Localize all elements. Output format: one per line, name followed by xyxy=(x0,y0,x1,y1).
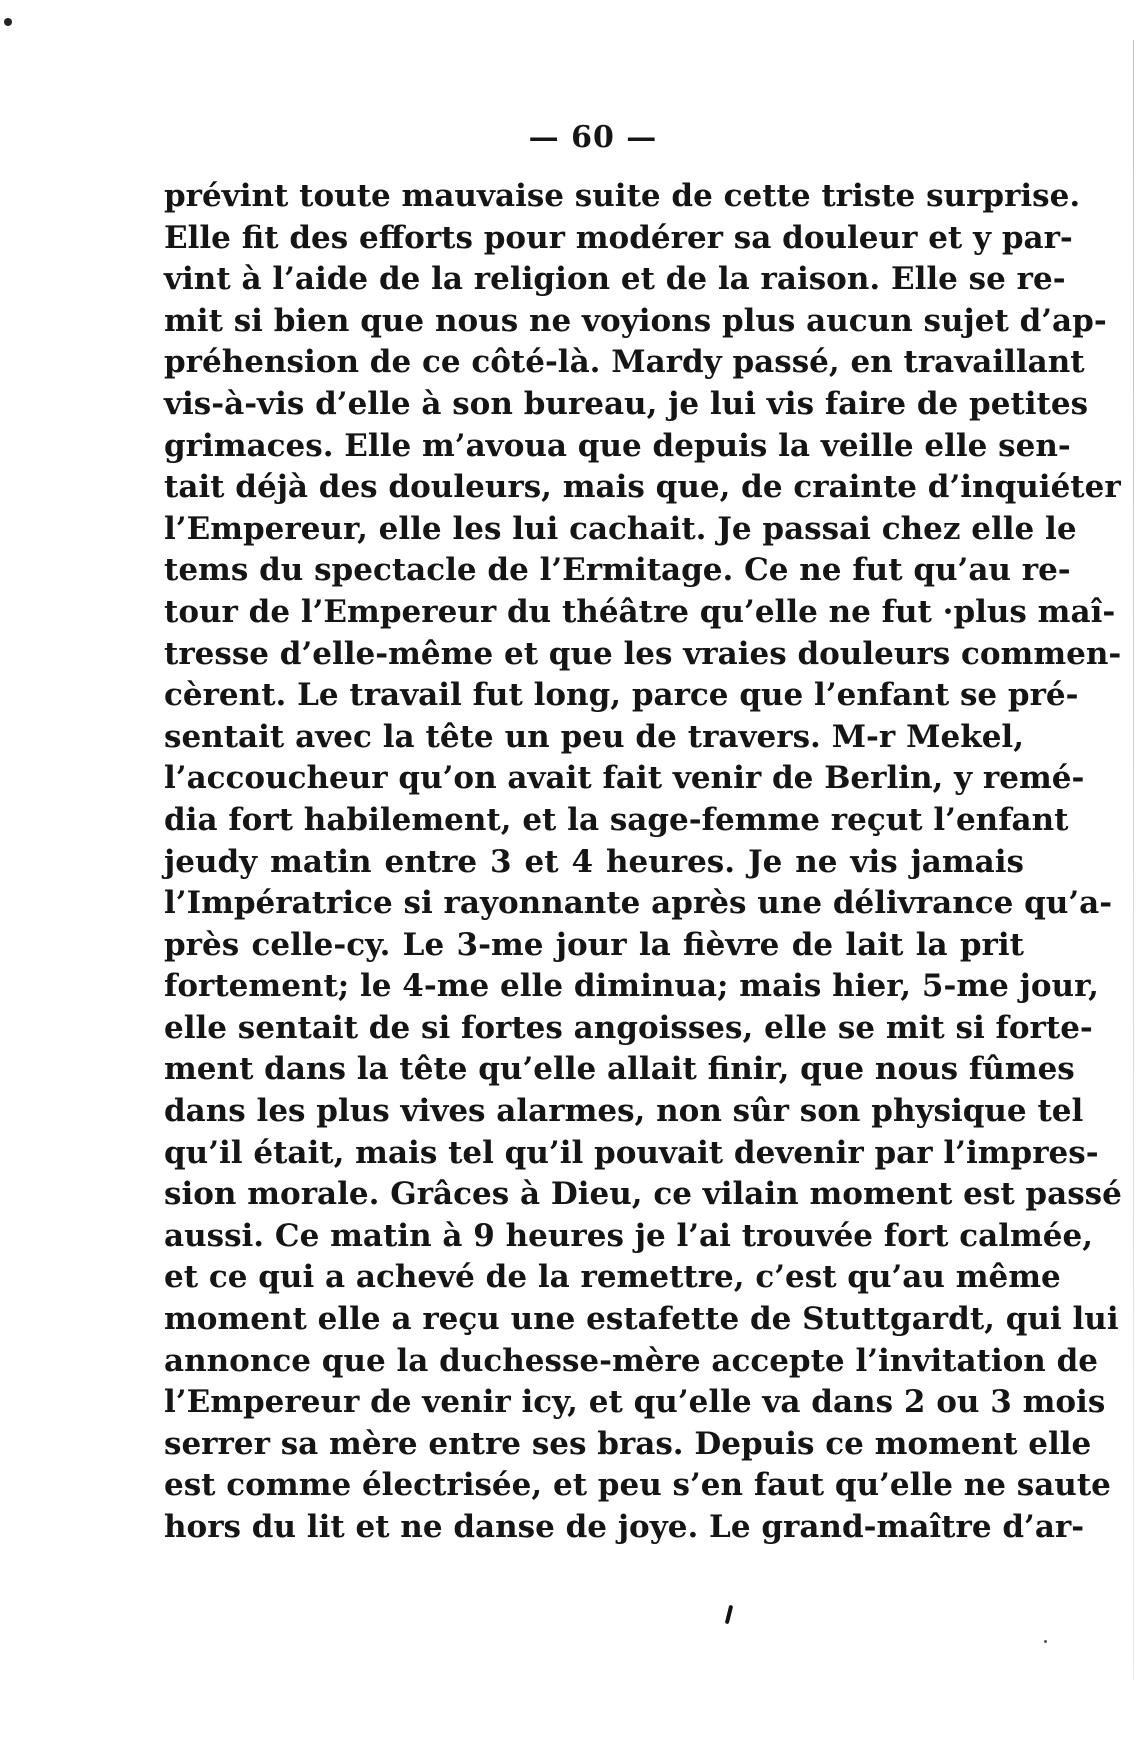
text-line: vint à l’aide de la religion et de la raison. Elle se re- xyxy=(164,261,1066,298)
text-line: tresse d’elle-même et que les vraies douleurs commen- xyxy=(164,635,1122,672)
text-line: tait déjà des douleurs, mais que, de crainte d’inquiéter xyxy=(164,469,1121,506)
text-line: elle sentait de si fortes angoisses, elle se mit si forte- xyxy=(164,1009,1093,1046)
text-line: hors du lit et ne danse de joye. Le grand-maître d’ar- xyxy=(164,1509,1085,1545)
text-line: grimaces. Elle m’avoua que depuis la veille elle sen- xyxy=(164,427,1071,464)
text-line: dans les plus vives alarmes, non sûr son physique tel xyxy=(164,1093,1084,1130)
text-line: jeudy matin entre 3 et 4 heures. Je ne vis jamais xyxy=(164,843,1024,880)
text-line: moment elle a reçu une estafette de Stuttgardt, qui lui xyxy=(164,1301,1119,1338)
text-line: l’Empereur, elle les lui cachait. Je passai chez elle le xyxy=(164,510,1077,547)
text-line: fortement; le 4-me elle diminua; mais hier, 5-me jour, xyxy=(164,968,1099,1005)
text-line: mit si bien que nous ne voyions plus aucun sujet d’ap- xyxy=(164,302,1107,339)
text-line: vis-à-vis d’elle à son bureau, je lui vis faire de petites xyxy=(164,385,1089,422)
text-line: tour de l’Empereur du théâtre qu’elle ne fut ·plus maî- xyxy=(164,593,1116,630)
text-line: et ce qui a achevé de la remettre, c’est qu’au même xyxy=(164,1259,1061,1296)
text-line: sentait avec la tête un peu de travers. M-r Mekel, xyxy=(164,718,1024,755)
text-line: préhension de ce côté-là. Mardy passé, en travaillant xyxy=(164,344,1085,381)
text-line: cèrent. Le travail fut long, parce que l’enfant se pré- xyxy=(164,677,1079,714)
ink-speck-top-left xyxy=(4,18,12,26)
text-line: dia fort habilement, et la sage-femme reçut l’enfant xyxy=(164,801,1069,838)
text-line: serrer sa mère entre ses bras. Depuis ce moment elle xyxy=(164,1425,1092,1462)
text-line: sion morale. Grâces à Dieu, ce vilain moment est passé xyxy=(164,1176,1122,1213)
ink-mark-bottom xyxy=(725,1605,733,1624)
page-edge-shadow xyxy=(1133,40,1134,1680)
text-line: est comme électrisée, et peu s’en faut qu’elle ne saute xyxy=(164,1467,1111,1504)
ink-speck-bottom-right xyxy=(1044,1640,1047,1643)
body-text xyxy=(164,176,1122,1549)
text-line: tems du spectacle de l’Ermitage. Ce ne fut qu’au re- xyxy=(164,552,1071,589)
text-line: l’Empereur de venir icy, et qu’elle va dans 2 ou 3 mois xyxy=(164,1384,1106,1421)
text-line: qu’il était, mais tel qu’il pouvait devenir par l’impres- xyxy=(164,1134,1099,1171)
page-number: — 60 — xyxy=(528,120,658,155)
text-line: près celle-cy. Le 3-me jour la fièvre de lait la prit xyxy=(164,926,1024,963)
text-line: prévint toute mauvaise suite de cette triste surprise. xyxy=(164,178,1081,214)
text-line: aussi. Ce matin à 9 heures je l’ai trouvée fort calmée, xyxy=(164,1217,1094,1254)
text-line: annonce que la duchesse-mère accepte l’invitation de xyxy=(164,1342,1099,1379)
text-line: l’accoucheur qu’on avait fait venir de Berlin, y remé- xyxy=(164,760,1085,797)
text-line: l’Impératrice si rayonnante après une délivrance qu’a- xyxy=(164,885,1113,922)
text-line: Elle fit des efforts pour modérer sa douleur et y par- xyxy=(164,219,1073,256)
text-line: ment dans la tête qu’elle allait finir, que nous fûmes xyxy=(164,1051,1075,1088)
